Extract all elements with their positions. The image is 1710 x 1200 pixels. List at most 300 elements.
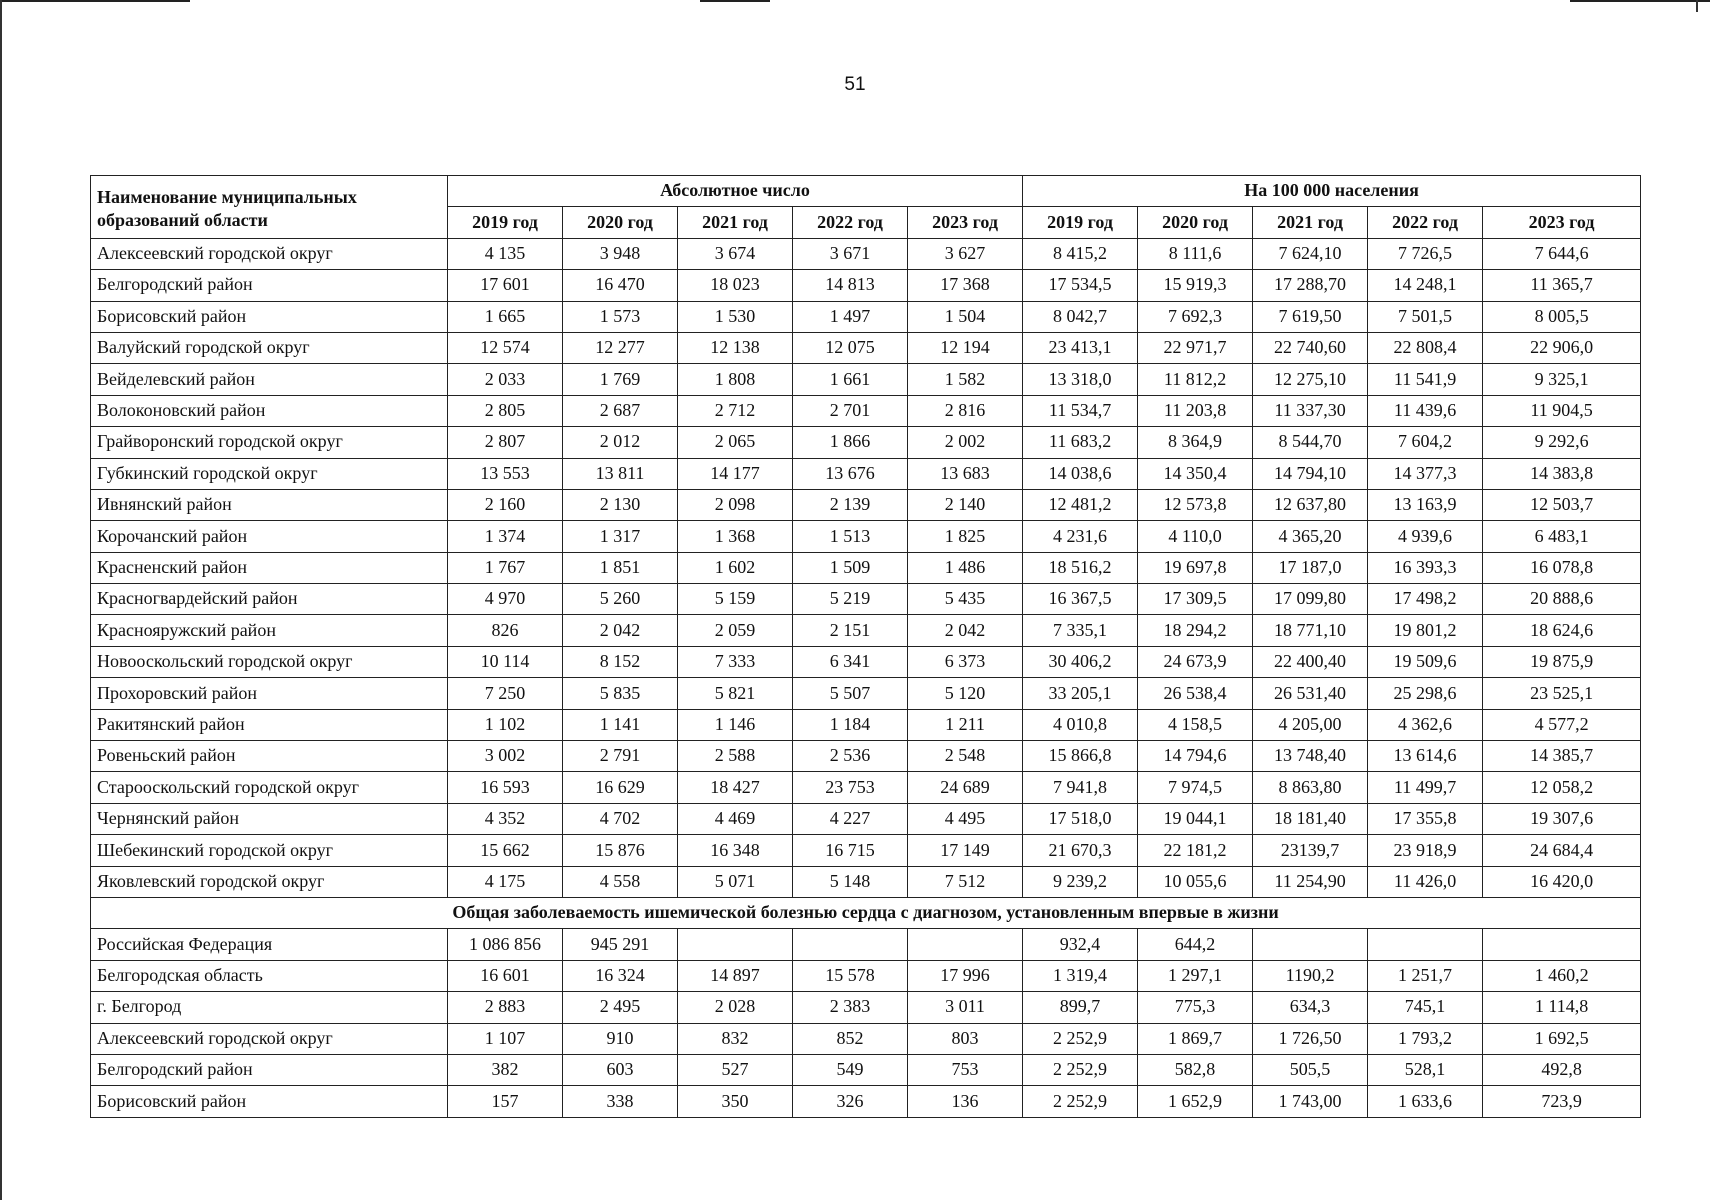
absolute-value-cell: 1 211 [908, 709, 1023, 740]
per-100000-value-cell: 505,5 [1253, 1054, 1368, 1085]
per-100000-value-cell: 18 771,10 [1253, 615, 1368, 646]
per-100000-value-cell: 19 044,1 [1138, 803, 1253, 834]
per-100000-value-cell: 1 652,9 [1138, 1086, 1253, 1117]
per-100000-value-cell: 11 683,2 [1023, 427, 1138, 458]
absolute-value-cell: 4 227 [793, 803, 908, 834]
municipality-name: Губкинский городской округ [91, 458, 448, 489]
table-row [91, 521, 1641, 552]
per-100000-value-cell: 12 058,2 [1483, 772, 1641, 803]
year-header: 2021 год [1253, 207, 1368, 238]
absolute-value-cell: 2 130 [563, 489, 678, 520]
scan-edge-line [0, 0, 2, 1200]
per-100000-value-cell: 7 619,50 [1253, 301, 1368, 332]
table-row [91, 427, 1641, 458]
table-row [91, 646, 1641, 677]
per-100000-value-cell: 12 481,2 [1023, 489, 1138, 520]
per-100000-value-cell: 11 426,0 [1368, 866, 1483, 897]
per-100000-value-cell: 8 111,6 [1138, 238, 1253, 269]
table-row [91, 332, 1641, 363]
per-100000-value-cell: 11 534,7 [1023, 395, 1138, 426]
per-100000-value-cell: 7 941,8 [1023, 772, 1138, 803]
absolute-value-cell: 826 [448, 615, 563, 646]
absolute-value-cell: 1 146 [678, 709, 793, 740]
per-100000-value-cell: 23 413,1 [1023, 332, 1138, 363]
per-100000-value-cell: 7 644,6 [1483, 238, 1641, 269]
per-100000-value-cell: 13 748,40 [1253, 741, 1368, 772]
per-100000-value-cell: 17 099,80 [1253, 584, 1368, 615]
absolute-value-cell: 753 [908, 1054, 1023, 1085]
table-row [91, 584, 1641, 615]
municipality-name: Яковлевский городской округ [91, 866, 448, 897]
per-100000-value-cell: 7 974,5 [1138, 772, 1253, 803]
table-row [91, 489, 1641, 520]
absolute-value-cell: 2 791 [563, 741, 678, 772]
absolute-value-cell: 1 769 [563, 364, 678, 395]
scan-edge-line [1696, 0, 1698, 12]
year-header: 2023 год [1483, 207, 1641, 238]
absolute-value-cell: 17 996 [908, 960, 1023, 991]
per-100000-value-cell: 14 385,7 [1483, 741, 1641, 772]
municipality-name: Волоконовский район [91, 395, 448, 426]
per-100000-value-cell: 11 337,30 [1253, 395, 1368, 426]
absolute-value-cell: 549 [793, 1054, 908, 1085]
absolute-value-cell: 2 701 [793, 395, 908, 426]
per-100000-value-cell: 14 350,4 [1138, 458, 1253, 489]
per-100000-value-cell: 11 439,6 [1368, 395, 1483, 426]
absolute-value-cell: 338 [563, 1086, 678, 1117]
absolute-value-cell: 4 558 [563, 866, 678, 897]
absolute-value-cell: 18 023 [678, 270, 793, 301]
table-row [91, 238, 1641, 269]
per-100000-value-cell: 22 906,0 [1483, 332, 1641, 363]
table-section-heading [91, 897, 1641, 928]
absolute-value-cell: 136 [908, 1086, 1023, 1117]
municipality-name: Алексеевский городской округ [91, 1023, 448, 1054]
absolute-value-cell: 1 767 [448, 552, 563, 583]
municipality-name: Белгородский район [91, 1054, 448, 1085]
absolute-value-cell: 13 676 [793, 458, 908, 489]
per-100000-value-cell: 16 420,0 [1483, 866, 1641, 897]
per-100000-value-cell: 4 158,5 [1138, 709, 1253, 740]
municipality-name: Новооскольский городской округ [91, 646, 448, 677]
per-100000-value-cell: 1 726,50 [1253, 1023, 1368, 1054]
per-100000-value-cell: 14 377,3 [1368, 458, 1483, 489]
municipality-name: Белгородская область [91, 960, 448, 991]
per-100000-value-cell: 14 794,6 [1138, 741, 1253, 772]
per-100000-value-cell: 775,3 [1138, 992, 1253, 1023]
municipality-name: Ровеньский район [91, 741, 448, 772]
absolute-value-cell: 2 548 [908, 741, 1023, 772]
absolute-value-cell: 2 002 [908, 427, 1023, 458]
per-100000-value-cell: 16 367,5 [1023, 584, 1138, 615]
absolute-value-cell: 5 148 [793, 866, 908, 897]
per-100000-value-cell: 16 393,3 [1368, 552, 1483, 583]
municipality-name: Белгородский район [91, 270, 448, 301]
table-row [91, 364, 1641, 395]
year-header: 2022 год [793, 207, 908, 238]
absolute-value-cell: 2 807 [448, 427, 563, 458]
municipality-name: Чернянский район [91, 803, 448, 834]
per-100000-value-cell: 7 692,3 [1138, 301, 1253, 332]
per-100000-value-cell: 1 319,4 [1023, 960, 1138, 991]
per-100000-value-cell: 4 365,20 [1253, 521, 1368, 552]
per-100000-value-cell: 528,1 [1368, 1054, 1483, 1085]
per-100000-value-cell: 23 525,1 [1483, 678, 1641, 709]
per-100000-value-cell: 22 808,4 [1368, 332, 1483, 363]
absolute-value-cell: 5 821 [678, 678, 793, 709]
per-100000-value-cell: 4 110,0 [1138, 521, 1253, 552]
per-100000-value-cell: 17 498,2 [1368, 584, 1483, 615]
absolute-value-cell: 16 593 [448, 772, 563, 803]
per-100000-value-cell: 23139,7 [1253, 835, 1368, 866]
per-100000-value-cell: 634,3 [1253, 992, 1368, 1023]
table-row [91, 866, 1641, 897]
absolute-value-cell: 14 813 [793, 270, 908, 301]
per-100000-value-cell: 19 697,8 [1138, 552, 1253, 583]
absolute-value-cell: 803 [908, 1023, 1023, 1054]
per-100000-value-cell: 15 866,8 [1023, 741, 1138, 772]
per-100000-value-cell: 17 309,5 [1138, 584, 1253, 615]
absolute-value-cell: 2 139 [793, 489, 908, 520]
per-100000-value-cell: 12 573,8 [1138, 489, 1253, 520]
per-100000-value-cell: 33 205,1 [1023, 678, 1138, 709]
municipality-name: Алексеевский городской округ [91, 238, 448, 269]
per-100000-value-cell: 7 604,2 [1368, 427, 1483, 458]
absolute-value-cell: 6 341 [793, 646, 908, 677]
per-100000-value-cell: 1 251,7 [1368, 960, 1483, 991]
per-100000-value-cell: 14 248,1 [1368, 270, 1483, 301]
per-100000-value-cell: 7 624,10 [1253, 238, 1368, 269]
per-100000-value-cell: 23 918,9 [1368, 835, 1483, 866]
per-100000-value-cell: 19 875,9 [1483, 646, 1641, 677]
absolute-value-cell: 14 177 [678, 458, 793, 489]
year-header: 2020 год [1138, 207, 1253, 238]
absolute-value-cell: 3 671 [793, 238, 908, 269]
per-100000-value-cell: 8 415,2 [1023, 238, 1138, 269]
absolute-value-cell: 4 135 [448, 238, 563, 269]
per-100000-value-cell: 8 364,9 [1138, 427, 1253, 458]
absolute-value-cell: 17 149 [908, 835, 1023, 866]
per-100000-value-cell: 16 078,8 [1483, 552, 1641, 583]
table-row [91, 615, 1641, 646]
per-100000-value-cell [1253, 929, 1368, 960]
absolute-value-cell: 5 219 [793, 584, 908, 615]
absolute-value-cell: 7 250 [448, 678, 563, 709]
year-header: 2021 год [678, 207, 793, 238]
per-100000-value-cell: 2 252,9 [1023, 1023, 1138, 1054]
per-100000-value-cell: 30 406,2 [1023, 646, 1138, 677]
per-100000-value-cell: 18 181,40 [1253, 803, 1368, 834]
absolute-value-cell: 2 059 [678, 615, 793, 646]
absolute-value-cell: 2 042 [563, 615, 678, 646]
municipality-name: Красненский район [91, 552, 448, 583]
absolute-value-cell: 1 086 856 [448, 929, 563, 960]
per-100000-value-cell: 7 501,5 [1368, 301, 1483, 332]
per-100000-value-cell: 22 740,60 [1253, 332, 1368, 363]
absolute-value-cell: 1 866 [793, 427, 908, 458]
municipality-name: Ракитянский район [91, 709, 448, 740]
per-100000-value-cell: 19 307,6 [1483, 803, 1641, 834]
per-100000-value-cell: 932,4 [1023, 929, 1138, 960]
absolute-value-cell: 16 324 [563, 960, 678, 991]
absolute-value-cell: 1 530 [678, 301, 793, 332]
absolute-value-cell: 3 948 [563, 238, 678, 269]
absolute-value-cell: 16 470 [563, 270, 678, 301]
per-100000-value-cell: 26 538,4 [1138, 678, 1253, 709]
municipality-name: Краснояружский район [91, 615, 448, 646]
absolute-value-cell: 2 065 [678, 427, 793, 458]
per-100000-value-cell: 18 516,2 [1023, 552, 1138, 583]
absolute-value-cell: 2 712 [678, 395, 793, 426]
absolute-value-cell: 1 825 [908, 521, 1023, 552]
absolute-value-cell: 12 194 [908, 332, 1023, 363]
per-100000-value-cell: 11 499,7 [1368, 772, 1483, 803]
per-100000-value-cell: 4 205,00 [1253, 709, 1368, 740]
per-100000-value-cell: 13 614,6 [1368, 741, 1483, 772]
per-100000-value-cell: 1 114,8 [1483, 992, 1641, 1023]
per-100000-value-cell: 8 863,80 [1253, 772, 1368, 803]
table-row [91, 301, 1641, 332]
scan-edge-line [0, 0, 190, 2]
absolute-value-cell: 945 291 [563, 929, 678, 960]
absolute-value-cell: 603 [563, 1054, 678, 1085]
absolute-value-cell: 4 352 [448, 803, 563, 834]
table-row [91, 1086, 1641, 1117]
absolute-value-cell: 16 601 [448, 960, 563, 991]
absolute-value-cell: 17 368 [908, 270, 1023, 301]
per-100000-value-cell: 24 673,9 [1138, 646, 1253, 677]
absolute-value-cell [678, 929, 793, 960]
per-100000-value-cell [1368, 929, 1483, 960]
absolute-value-cell: 5 159 [678, 584, 793, 615]
absolute-value-cell: 12 138 [678, 332, 793, 363]
municipality-name: Старооскольский городской округ [91, 772, 448, 803]
per-100000-value-cell: 2 252,9 [1023, 1054, 1138, 1085]
year-header: 2022 год [1368, 207, 1483, 238]
per-100000-value-cell: 12 275,10 [1253, 364, 1368, 395]
table-row [91, 552, 1641, 583]
per-100000-value-cell: 1 297,1 [1138, 960, 1253, 991]
per-100000-value-cell: 2 252,9 [1023, 1086, 1138, 1117]
table-row [91, 395, 1641, 426]
per-100000-value-cell: 22 971,7 [1138, 332, 1253, 363]
absolute-value-cell: 16 348 [678, 835, 793, 866]
per-100000-value-cell: 1 692,5 [1483, 1023, 1641, 1054]
per-100000-value-cell: 745,1 [1368, 992, 1483, 1023]
absolute-value-cell: 6 373 [908, 646, 1023, 677]
absolute-value-cell: 7 333 [678, 646, 793, 677]
per-100000-value-cell: 18 294,2 [1138, 615, 1253, 646]
scan-edge-line [1570, 0, 1710, 2]
per-100000-value-cell: 1 743,00 [1253, 1086, 1368, 1117]
per-100000-value-cell: 9 292,6 [1483, 427, 1641, 458]
absolute-value-cell: 157 [448, 1086, 563, 1117]
per-100000-value-cell: 1 869,7 [1138, 1023, 1253, 1054]
absolute-value-cell: 8 152 [563, 646, 678, 677]
absolute-value-cell: 12 075 [793, 332, 908, 363]
per-100000-value-cell: 12 637,80 [1253, 489, 1368, 520]
absolute-value-cell: 15 578 [793, 960, 908, 991]
absolute-value-cell: 2 028 [678, 992, 793, 1023]
absolute-value-cell: 12 277 [563, 332, 678, 363]
per-100000-value-cell: 11 541,9 [1368, 364, 1483, 395]
per-100000-value-cell: 14 038,6 [1023, 458, 1138, 489]
absolute-value-cell: 5 835 [563, 678, 678, 709]
per-100000-value-cell: 4 577,2 [1483, 709, 1641, 740]
per-100000-value-cell: 11 254,90 [1253, 866, 1368, 897]
per-100000-value-cell: 9 239,2 [1023, 866, 1138, 897]
absolute-value-cell: 4 702 [563, 803, 678, 834]
absolute-value-cell: 3 011 [908, 992, 1023, 1023]
per-100000-value-cell: 19 801,2 [1368, 615, 1483, 646]
absolute-number-group-header: Абсолютное число [448, 176, 1023, 207]
absolute-value-cell: 1 368 [678, 521, 793, 552]
absolute-value-cell: 1 141 [563, 709, 678, 740]
absolute-value-cell: 350 [678, 1086, 793, 1117]
per-100000-value-cell: 14 383,8 [1483, 458, 1641, 489]
per-100000-value-cell: 21 670,3 [1023, 835, 1138, 866]
per-100000-value-cell: 4 010,8 [1023, 709, 1138, 740]
year-header: 2020 год [563, 207, 678, 238]
table-body-main [91, 238, 1641, 897]
absolute-value-cell: 1 513 [793, 521, 908, 552]
absolute-value-cell: 2 033 [448, 364, 563, 395]
absolute-value-cell: 4 175 [448, 866, 563, 897]
absolute-value-cell: 1 107 [448, 1023, 563, 1054]
per-100000-value-cell: 4 939,6 [1368, 521, 1483, 552]
municipality-name: Вейделевский район [91, 364, 448, 395]
table-row [91, 1054, 1641, 1085]
municipality-name: Борисовский район [91, 301, 448, 332]
per-100000-value-cell: 11 812,2 [1138, 364, 1253, 395]
absolute-value-cell: 17 601 [448, 270, 563, 301]
absolute-value-cell: 1 497 [793, 301, 908, 332]
absolute-value-cell: 2 588 [678, 741, 793, 772]
per-100000-value-cell: 4 231,6 [1023, 521, 1138, 552]
absolute-value-cell: 1 665 [448, 301, 563, 332]
table-row [91, 960, 1641, 991]
absolute-value-cell: 2 383 [793, 992, 908, 1023]
absolute-value-cell: 23 753 [793, 772, 908, 803]
absolute-value-cell: 832 [678, 1023, 793, 1054]
per-100000-value-cell: 8 544,70 [1253, 427, 1368, 458]
municipality-name: Валуйский городской округ [91, 332, 448, 363]
per-100000-value-cell: 723,9 [1483, 1086, 1641, 1117]
municipality-name: Российская Федерация [91, 929, 448, 960]
table-row [91, 458, 1641, 489]
per-100000-value-cell: 7 335,1 [1023, 615, 1138, 646]
section-title: Общая заболеваемость ишемической болезнью сердца с диагнозом, установленным впервые в жизни [91, 897, 1641, 928]
absolute-value-cell: 2 140 [908, 489, 1023, 520]
absolute-value-cell: 1 808 [678, 364, 793, 395]
per-100000-value-cell: 899,7 [1023, 992, 1138, 1023]
absolute-value-cell: 3 674 [678, 238, 793, 269]
absolute-value-cell: 382 [448, 1054, 563, 1085]
absolute-value-cell: 15 876 [563, 835, 678, 866]
table-row [91, 678, 1641, 709]
absolute-value-cell: 3 002 [448, 741, 563, 772]
per-100000-value-cell: 22 400,40 [1253, 646, 1368, 677]
municipality-name: Борисовский район [91, 1086, 448, 1117]
per-100000-value-cell: 11 203,8 [1138, 395, 1253, 426]
absolute-value-cell: 16 715 [793, 835, 908, 866]
absolute-value-cell: 2 805 [448, 395, 563, 426]
per-100000-value-cell: 1190,2 [1253, 960, 1368, 991]
per-100000-value-cell: 14 794,10 [1253, 458, 1368, 489]
municipality-name: г. Белгород [91, 992, 448, 1023]
per-100000-value-cell: 17 518,0 [1023, 803, 1138, 834]
absolute-value-cell: 1 102 [448, 709, 563, 740]
per-100000-value-cell: 13 318,0 [1023, 364, 1138, 395]
per-100000-value-cell: 11 365,7 [1483, 270, 1641, 301]
absolute-value-cell: 2 098 [678, 489, 793, 520]
absolute-value-cell: 5 071 [678, 866, 793, 897]
per-100000-value-cell: 22 181,2 [1138, 835, 1253, 866]
per-100000-value-cell: 8 005,5 [1483, 301, 1641, 332]
per-100000-value-cell: 7 726,5 [1368, 238, 1483, 269]
absolute-value-cell: 4 495 [908, 803, 1023, 834]
absolute-value-cell: 1 504 [908, 301, 1023, 332]
absolute-value-cell: 1 184 [793, 709, 908, 740]
per-100000-value-cell: 8 042,7 [1023, 301, 1138, 332]
absolute-value-cell: 1 851 [563, 552, 678, 583]
year-header: 2023 год [908, 207, 1023, 238]
absolute-value-cell: 1 582 [908, 364, 1023, 395]
per-100000-group-header: На 100 000 населения [1023, 176, 1641, 207]
absolute-value-cell: 1 573 [563, 301, 678, 332]
absolute-value-cell: 2 883 [448, 992, 563, 1023]
absolute-value-cell: 1 602 [678, 552, 793, 583]
absolute-value-cell: 2 160 [448, 489, 563, 520]
per-100000-value-cell: 644,2 [1138, 929, 1253, 960]
absolute-value-cell: 527 [678, 1054, 793, 1085]
per-100000-value-cell: 19 509,6 [1368, 646, 1483, 677]
table-row [91, 741, 1641, 772]
absolute-value-cell: 7 512 [908, 866, 1023, 897]
absolute-value-cell: 10 114 [448, 646, 563, 677]
absolute-value-cell: 910 [563, 1023, 678, 1054]
per-100000-value-cell: 17 534,5 [1023, 270, 1138, 301]
absolute-value-cell: 24 689 [908, 772, 1023, 803]
absolute-value-cell: 2 536 [793, 741, 908, 772]
per-100000-value-cell: 20 888,6 [1483, 584, 1641, 615]
absolute-value-cell: 326 [793, 1086, 908, 1117]
absolute-value-cell: 1 661 [793, 364, 908, 395]
absolute-value-cell: 4 469 [678, 803, 793, 834]
absolute-value-cell: 15 662 [448, 835, 563, 866]
absolute-value-cell: 3 627 [908, 238, 1023, 269]
per-100000-value-cell: 1 793,2 [1368, 1023, 1483, 1054]
absolute-value-cell: 13 553 [448, 458, 563, 489]
per-100000-value-cell: 15 919,3 [1138, 270, 1253, 301]
absolute-value-cell: 1 486 [908, 552, 1023, 583]
year-header: 2019 год [1023, 207, 1138, 238]
absolute-value-cell: 2 495 [563, 992, 678, 1023]
municipality-name: Ивнянский район [91, 489, 448, 520]
municipality-name: Красногвардейский район [91, 584, 448, 615]
table-row [91, 772, 1641, 803]
absolute-value-cell: 5 435 [908, 584, 1023, 615]
table-row [91, 992, 1641, 1023]
absolute-value-cell: 5 120 [908, 678, 1023, 709]
table-row [91, 803, 1641, 834]
per-100000-value-cell: 1 460,2 [1483, 960, 1641, 991]
municipality-name: Грайворонский городской округ [91, 427, 448, 458]
per-100000-value-cell: 492,8 [1483, 1054, 1641, 1085]
municipality-name: Шебекинский городской округ [91, 835, 448, 866]
table-row [91, 929, 1641, 960]
table-body-ihd [91, 929, 1641, 1117]
